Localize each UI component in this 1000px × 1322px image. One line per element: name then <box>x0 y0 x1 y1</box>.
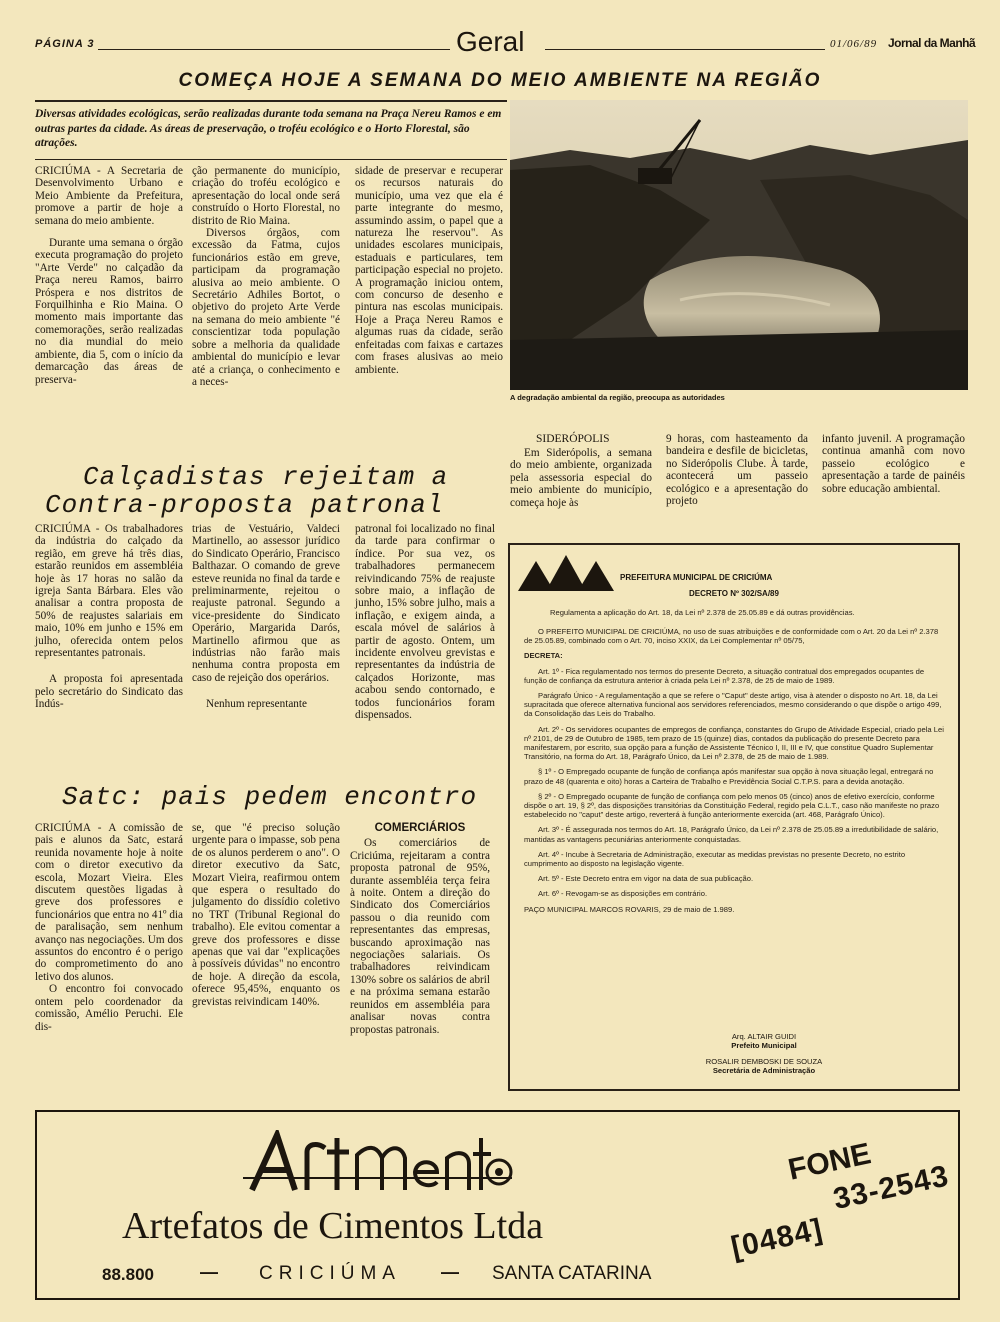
decree-art2: Art. 2º - Os servidores ocupantes de empregos de confiança, constantes do Grupo de Atividade Especial, criado pela Lei nº 2101, de 29 de Outubro de 1985, tem prazo de 15 (quinze) dias, contados da publicação do presente Decreto para manifestarem, por escrito, sua opção para a função de Assistente Técnico I, II, III e IV, que constitue Quadro Suplementar Transitório, na forma do Art. 18, Parágrafo Único, da Lei nº 2.378, de 25 de maio de 1.989. <box>524 724 944 762</box>
decree-org: PREFEITURA MUNICIPAL DE CRICIÚMA <box>620 573 773 582</box>
decree-art4: Art. 4º - Incube à Secretaria de Administração, executar as medidas previstas no presente Decreto, no estrito cumprimento ao disposto na legislação vigente. <box>524 849 906 869</box>
main-col2-p1: ção permanente do município, criação do troféu ecológico e apresentação do local onde será construído o Horto Florestal, no distrito de Rio Maina. <box>192 165 340 227</box>
ad-number: 88.800 <box>102 1265 154 1284</box>
section-title: Geral <box>456 26 525 57</box>
calcadistas-col2-p1: trias de Vestuário, Valdeci Martinello, ao assessor jurídico do Sindicato Operário, Francisco Balthazar. O comando de greve esteve reunida no final da tarde e preliminarmente, rejeitou o reajuste patronal. Segundo a vice-presidente do Sindicato Operário, Margarida Darós, Martinello afirmou que as indústrias não farão mais nenhuma contra proposta em caso de rejeição dos operários. <box>192 523 340 684</box>
decree-paragrafo-unico: Parágrafo Único - A regulamentação a que se refere o "Caput" deste artigo, visa à atender o disposto no Art. 18, da Lei supracitada que oferece alternativa funcional aos servidores referenciados, mesmo considerando o que dispõe o artigo 499, da Consolidação das Leis do Trabalho. <box>524 691 942 719</box>
satc-headline: Satc: pais pedem encontro <box>62 782 478 812</box>
sideropolis-col-2 <box>666 433 808 507</box>
ad-company: Artefatos de Cimentos Ltda <box>122 1205 544 1247</box>
decree-art1: Art. 1º - Fica regulamentado nos termos do presente Decreto, a situação contratual dos empregados ocupantes de função de confiança da estrutura anterior à criada pela Lei nº 2.378, de 25 de maio de 1989. <box>524 666 925 685</box>
ad-area-code: [0484] <box>728 1212 826 1265</box>
decree-summary: Regulamenta a aplicação do Art. 18, da Lei nº 2.378 de 25.05.89 e dá outras providências. <box>550 608 855 617</box>
sig2-role: Secretária de Administração <box>712 1066 816 1076</box>
header-date: 01/06/89 <box>830 38 878 50</box>
satc-col1-p2: O encontro foi convocado ontem pelo coordenador da comissão, Amélio Peruchi. Ele dis- <box>35 983 183 1033</box>
ad-state: SANTA CATARINA <box>492 1263 652 1284</box>
decree-art3: Art. 3º - É assegurada nos termos do Art. 18, Parágrafo Único, da Lei nº 2.378 de 25.05.89 a irredutibilidade de salário, mantidas as vantagens pecuniárias anteriormente conquistadas. <box>524 825 939 844</box>
calcadistas-headline-2: Contra-proposta patronal <box>45 490 444 520</box>
lead-rule <box>35 159 507 160</box>
decree-signatures <box>510 1032 958 1076</box>
artmentos-logo <box>237 1130 517 1200</box>
main-col3-p1: sidade de preservar e recuperar os recursos naturais do município, uma vez que ela é parte integrante do mesmo, assumindo assim, o papel que a natureza lhe reservou". As unidades escolares municipais, estaduais e particulares, tem participação especial no projeto. A programação iniciou ontem, com concurso de desenho e pintura nas escolas municipais. Hoje a Praça Nereu Ramos e algumas ruas da cidade, serão enfeitadas com faixas e cartazes com frases alusivas ao meio ambiente. <box>355 165 503 376</box>
decree-body <box>524 627 948 920</box>
header-rule-right <box>545 49 825 50</box>
sideropolis-p1: Em Siderópolis, a semana do meio ambiente, organizada pela assessoria especial do meio ambiente do município, começa hoje às <box>510 447 652 509</box>
main-col-1 <box>35 165 183 386</box>
ad-dash-1: — <box>200 1262 218 1282</box>
sig2-name: ROSALIR DEMBOSKI DE SOUZA <box>705 1056 823 1066</box>
headline-rule <box>35 100 507 102</box>
calcadistas-col-2 <box>192 523 340 711</box>
ad-fone-label: FONE <box>785 1137 874 1187</box>
satc-col1-p1: CRICIÚMA - A comissão de pais e alunos da Satc, estará reunida novamente hoje à noite com o diretor executivo da escola, Mozart Vieira. Eles discutem questões ligadas à greve dos professores e funcionários que entra no 41º dia de paralisação, sem nenhum avanço nas negociações. Um dos assuntos do encontro é o perigo do comprometimento do ano letivo dos alunos. <box>35 822 183 983</box>
sideropolis-subhead: SIDERÓPOLIS <box>536 433 610 445</box>
sideropolis-p2: 9 horas, com hasteamento da bandeira e desfile de bicicletas, no Siderópolis Clube. À tarde, acontecerá um passeio ecológico e a apresentação do projeto <box>666 433 808 508</box>
comerciarios-subhead: COMERCIÁRIOS <box>374 822 466 834</box>
main-col1-p1: CRICIÚMA - A Secretaria de Desenvolvimento Urbano e Meio Ambiente da Prefeitura, promove a partir de hoje a semana do meio ambiente. <box>35 165 183 227</box>
decree-art6: Art. 6º - Revogam-se as disposições em contrário. <box>538 889 708 899</box>
ad-phone-block <box>715 1122 969 1307</box>
ad-city: CRICIÚMA <box>259 1263 401 1284</box>
calcadistas-col-1 <box>35 523 183 711</box>
environment-photo <box>510 100 968 390</box>
decree-decreta: DECRETA: <box>524 651 563 661</box>
decree-box <box>508 543 960 1091</box>
sideropolis-col-3 <box>822 433 965 495</box>
satc-col-1 <box>35 822 183 1033</box>
page-label: PÁGINA 3 <box>35 38 95 50</box>
decree-par2: § 2º - O Empregado ocupante de função de confiança com pelo menos 05 (cinco) anos de efetivo exercício, conforme dispõe o art. 19, § 2º, das disposições transitórias da Constituição Federal, regido pela C.L.T., caso não manifeste no prazo estabelecido no "caput" deste artigo, reverterá à função anteriormente exercida (art. 468, Parágrafo Único). <box>524 791 940 820</box>
calcadistas-col-3 <box>355 523 495 722</box>
main-col-3 <box>355 165 503 376</box>
main-lead: Diversas atividades ecológicas, serão realizadas durante toda semana na Praça Nereu Ramos e em outras partes da cidade. As áreas de preservação, o troféu ecológico e o Horto Florestal, são atrações. <box>35 108 502 149</box>
header-rule-left <box>98 49 450 50</box>
satc-col-3 <box>350 822 490 1036</box>
calcadistas-col2-p2: Nenhum representante <box>206 698 307 711</box>
decree-preamble: O PREFEITO MUNICIPAL DE CRICIÚMA, no uso de suas atribuições e de conformidade com o Art. 20 da Lei nº 2.378 de 25.05.89, combinado com o Art. 70, inciso XXIX, da Lei Complementar nº 05/75, <box>524 627 939 646</box>
ad-dash-2: — <box>441 1262 459 1282</box>
satc-col3-p1: Os comerciários de Criciúma, rejeitaram a contra proposta patronal de 95%, durante assembléia terça feira à noite. Ontem a direção do Sindicato dos Comerciários passou o dia reunido com representantes das empresas, buscando aproximação nas negociações salariais. Os trabalhadores reivindicam 130% sobre os salários de abril e na próxima semana estarão reunidos em assembléia para analisar novas contra propostas patronais. <box>350 837 490 1036</box>
main-col1-p2: Durante uma semana o órgão executa programação do projeto "Arte Verde" no calçadão da Praça nereu Ramos, bairro Próspera e nos distritos de Forquilhinha e Rio Maina. O momento mais importante das comemorações, serão realizadas no dia mundial do meio ambiente, dia 5, com o início da demarcação das áreas de preserva- <box>35 237 183 386</box>
calcadistas-col3-p1: patronal foi localizado no final da tarde para confirmar o índice. Por sua vez, os trabalhadores permanecem reivindicando 75% de reajuste sobre maio, a inflação de junho, 15% sobre julho, mais a inflação, e exigem ainda, a escala móvel de salários à partir de agosto. Ontem, um incidente envolveu grevistas e representantes da indústria de calçados Horizonte, mas acabou sendo contornado, e todos funcionários foram dispensados. <box>355 523 495 722</box>
main-headline: COMEÇA HOJE A SEMANA DO MEIO AMBIENTE NA REGIÃO <box>178 70 822 91</box>
sideropolis-col-1 <box>510 447 652 509</box>
main-col-2 <box>192 165 340 388</box>
main-col2-p2: Diversos órgãos, com excessão da Fatma, cujos funcionários estão em greve, participam da programação alusiva ao meio ambiente. O Secretário Adhiles Bortot, o objetivo do projeto Arte Verde na semana do meio ambiente "é conscientizar toda população sobre a melhoria da qualidade ambiental do município e levar até a criança, o conhecimento e a neces- <box>192 227 340 388</box>
sig1-role: Prefeito Municipal <box>731 1041 797 1051</box>
masthead: Jornal da Manhã <box>888 36 976 50</box>
decree-art5: Art. 5º - Este Decreto entra em vigor na data de sua publicação. <box>538 874 754 884</box>
artmentos-ad <box>35 1110 960 1300</box>
satc-col2-p1: se, que "é preciso solução urgente para o impasse, sob pena de os alunos perderem o ano". O diretor executivo da Satc, Mozart Vieira, reafirmou ontem que espera o resultado do julgamento do dissídio coletivo no TRT (Tribunal Regional do trabalho). Ele evitou comentar a greve dos professores e disse apenas que vai dar "explicações à possíveis dúvidas" no encontro de hoje. A direção da escola, oferece 95,45%, enquanto os grevistas reivindicam 140%. <box>192 822 340 1008</box>
decree-place-date: PAÇO MUNICIPAL MARCOS ROVARIS, 29 de maio de 1.989. <box>524 904 735 914</box>
satc-col-2 <box>192 822 340 1008</box>
photo-caption: A degradação ambiental da região, preocupa as autoridades <box>510 393 725 402</box>
calcadistas-col1-p1: CRICIÚMA - Os trabalhadores da indústria do calçado da região, em greve há três dias, estarão reunidos em assembléia hoje às 17 horas no salão da igreja Santa Bárbara. Eles vão analisar a contra proposta de 50% de reajustes salariais em maio, 10% em junho e 15% em julho, oferecida ontem pelos representantes patronais. <box>35 523 183 660</box>
sideropolis-p3: infanto juvenil. A programação continua amanhã com novo passeio ecológico e apresentação a tarde de painéis sobre educação ambiental. <box>822 433 965 495</box>
sig1-name: Arq. ALTAIR GUIDI <box>731 1032 797 1041</box>
calcadistas-col1-p2: A proposta foi apresentada pelo secretário do Sindicato das Indús- <box>35 673 183 711</box>
decree-par1: § 1º - O Empregado ocupante de função de confiança após manifestar sua opção à nova situação legal, entregará no prazo de 48 (quarenta e oito) horas a Carteira de Trabalho e Previdência Social C.T.P.S. para a devida anotação. <box>524 767 934 786</box>
decree-title: DECRETO Nº 302/SA/89 <box>689 589 779 598</box>
calcadistas-headline-1: Calçadistas rejeitam a <box>83 462 449 492</box>
ad-phone-number: 33-2543 <box>830 1159 952 1217</box>
